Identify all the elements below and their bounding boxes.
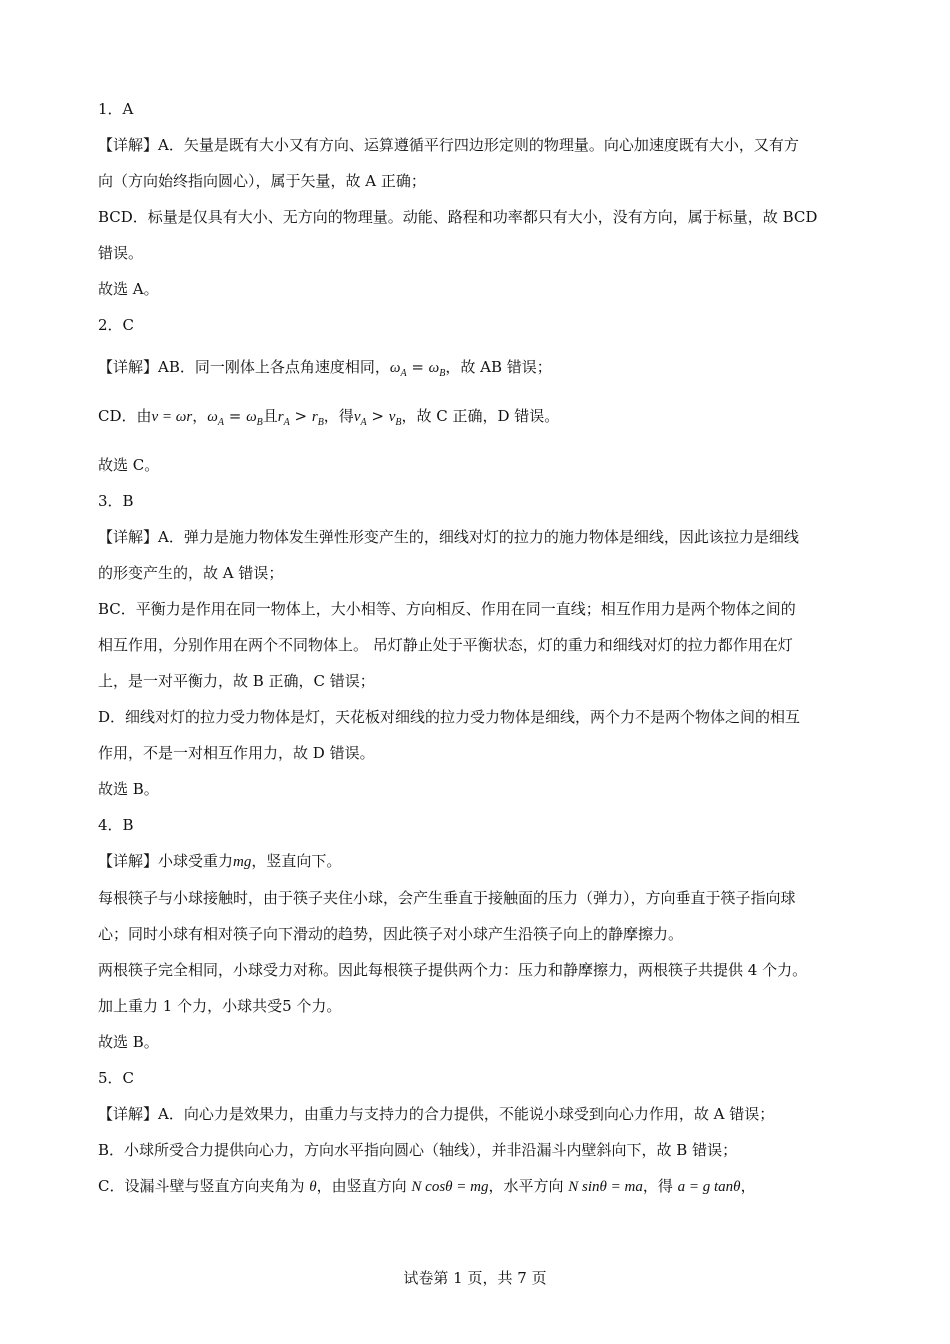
q3-line-2: 的形变产生的，故 A 错误； <box>98 564 284 582</box>
formula-v-omega-r: v = ωr <box>151 409 193 425</box>
q4-l1-text-2: ，竖直向下。 <box>251 852 342 870</box>
answer-content <box>98 99 858 1197</box>
formula-r: r <box>277 409 284 425</box>
q3-line-7: 作用，不是一对相互作用力，故 D 错误。 <box>98 744 375 762</box>
formula-omega: ω <box>389 360 401 376</box>
formula-mg: mg <box>233 854 252 870</box>
formula-theta: θ <box>309 1179 317 1195</box>
q2-line-1 <box>98 357 858 384</box>
question-2-number: 2．C <box>98 316 135 334</box>
formula-omega: ω <box>428 360 440 376</box>
q2-l2-text-3: 且 <box>262 407 278 425</box>
q3-conclusion: 故选 B。 <box>98 780 159 798</box>
greater-than-sign: > <box>289 407 312 425</box>
q1-line-4: 错误。 <box>98 244 144 262</box>
formula-v: v <box>353 409 361 425</box>
q2-l2-text-2: ， <box>192 407 208 425</box>
q5-l3-text-4: ，得 <box>642 1177 678 1195</box>
question-4-number: 4．B <box>98 816 134 834</box>
q2-l1-text-1: 【详解】AB．同一刚体上各点角速度相同， <box>98 358 390 376</box>
q4-line-3: 心；同时小球有相对筷子向下滑动的趋势，因此筷子对小球产生沿筷子向上的静摩擦力。 <box>98 925 684 943</box>
q1-line-3: BCD．标量是仅具有大小、无方向的物理量。动能、路程和功率都只有大小，没有方向，属于标量，故 BCD <box>98 208 818 226</box>
formula-ncos: N cosθ = mg <box>411 1179 489 1195</box>
question-4 <box>98 815 858 1052</box>
subscript-b: B <box>317 417 324 428</box>
q5-line-1: 【详解】A．向心力是效果力，由重力与支持力的合力提供，不能说小球受到向心力作用，故 A 错误； <box>98 1105 775 1123</box>
question-2 <box>98 315 858 475</box>
q1-line-2: 向（方向始终指向圆心），属于矢量，故 A 正确； <box>98 172 426 190</box>
subscript-a: A <box>283 417 290 428</box>
q4-line-1 <box>98 851 858 872</box>
formula-omega: ω <box>207 409 218 425</box>
question-3 <box>98 491 858 799</box>
q2-l1-text-2: ，故 AB 错误； <box>445 358 552 376</box>
q4-line-5: 加上重力 1 个力，小球共受5 个力。 <box>98 997 342 1015</box>
page-footer: 试卷第 1 页，共 7 页 <box>403 1269 547 1287</box>
formula-r: r <box>311 409 318 425</box>
equals-sign: = <box>223 407 247 425</box>
q2-line-2 <box>98 406 858 433</box>
q4-line-4: 两根筷子完全相同，小球受力对称。因此每根筷子提供两个力：压力和静摩擦力，两根筷子共提供 4 个力。 <box>98 961 808 979</box>
subscript-a: A <box>360 417 367 428</box>
subscript-a: A <box>217 417 224 428</box>
q3-line-1: 【详解】A．弹力是施力物体发生弹性形变产生的，细线对灯的拉力的施力物体是细线，因此该拉力是细线 <box>98 528 799 546</box>
q1-line-1: 【详解】A．矢量是既有大小又有方向、运算遵循平行四边形定则的物理量。向心加速度既有大小，又有方 <box>98 136 799 154</box>
question-1-number: 1．A <box>98 100 134 118</box>
subscript-b: B <box>439 368 446 379</box>
question-5-number: 5．C <box>98 1069 135 1087</box>
formula-nsin: N sinθ = ma <box>568 1179 643 1195</box>
q5-l3-text-3: ，水平方向 <box>488 1177 569 1195</box>
q4-conclusion: 故选 B。 <box>98 1033 159 1051</box>
q3-line-4: 相互作用，分别作用在两个不同物体上。 吊灯静止处于平衡状态，灯的重力和细线对灯的拉力都作用在灯 <box>98 636 793 654</box>
formula-v: v <box>388 409 396 425</box>
formula-a-gtan: a = g tanθ <box>677 1179 741 1195</box>
q5-line-2: B．小球所受合力提供向心力，方向水平指向圆心（轴线），并非沿漏斗内壁斜向下，故 B 错误； <box>98 1141 738 1159</box>
q1-conclusion: 故选 A。 <box>98 280 159 298</box>
question-1 <box>98 99 858 299</box>
q4-line-2: 每根筷子与小球接触时，由于筷子夹住小球，会产生垂直于接触面的压力（弹力），方向垂直于筷子指向球 <box>98 889 796 907</box>
greater-than-sign: > <box>366 407 389 425</box>
subscript-b: B <box>256 417 263 428</box>
q3-line-3: BC．平衡力是作用在同一物体上，大小相等、方向相反、作用在同一直线；相互作用力是两个物体之间的 <box>98 600 796 618</box>
q2-l2-text-5: ，故 C 正确，D 错误。 <box>401 407 560 425</box>
q4-l1-text-1: 【详解】小球受重力 <box>98 852 234 870</box>
q5-l3-text-2: ，由竖直方向 <box>316 1177 412 1195</box>
q5-l3-text-1: C．设漏斗壁与竖直方向夹角为 <box>98 1177 310 1195</box>
q2-l2-text-1: CD．由 <box>98 407 152 425</box>
subscript-a: A <box>400 368 407 379</box>
q3-line-5: 上，是一对平衡力，故 B 正确，C 错误； <box>98 672 375 690</box>
q2-conclusion: 故选 C。 <box>98 456 160 474</box>
subscript-b: B <box>395 417 402 428</box>
q3-line-6: D．细线对灯的拉力受力物体是灯，天花板对细线的拉力受力物体是细线，两个力不是两个物体之间的相互 <box>98 708 801 726</box>
equals-sign: = <box>406 358 429 376</box>
question-3-number: 3．B <box>98 492 134 510</box>
q5-l3-text-5: ， <box>740 1177 756 1195</box>
q2-l2-text-4: ，得 <box>323 407 354 425</box>
q5-line-3 <box>98 1176 858 1197</box>
question-5 <box>98 1068 858 1197</box>
formula-omega: ω <box>246 409 257 425</box>
